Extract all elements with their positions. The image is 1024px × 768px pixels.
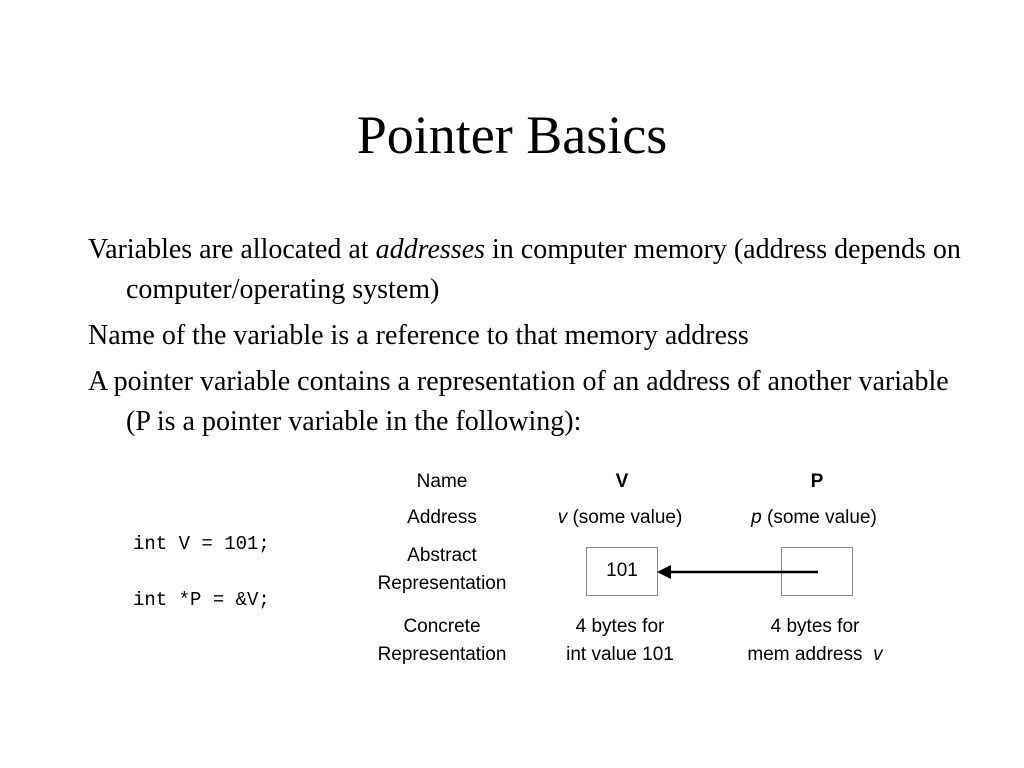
row-label-line: Representation <box>377 573 507 594</box>
row-label-abstract <box>362 542 522 598</box>
memory-box-value: 101 <box>606 560 638 581</box>
bullet-text: in computer memory (address depends on computer/operating system) <box>126 234 961 305</box>
row-label-concrete <box>362 613 522 669</box>
var-v: v <box>557 507 568 528</box>
bullet-list <box>88 230 968 448</box>
bullet-item-name-reference: Name of the variable is a reference to that memory address <box>88 320 749 351</box>
cell-line: 4 bytes for <box>575 616 665 637</box>
cell-line: 4 bytes for <box>770 616 860 637</box>
code-line-int-v: int V = 101; <box>133 533 270 555</box>
col-header-v: V <box>615 471 629 492</box>
code-line-int-pointer: int *P = &V; <box>133 589 270 611</box>
memory-box-v <box>586 547 658 596</box>
bullet-item-pointer-variable: A pointer variable contains a representation of an address of another variable (P is a pointer variable in the following): <box>88 366 949 437</box>
bullet-text: Variables are allocated at <box>88 234 376 265</box>
row-label-address: Address <box>407 507 477 528</box>
left-arrow-icon <box>650 558 825 588</box>
cell-address-p <box>724 504 904 532</box>
bullet-emphasis: addresses <box>375 234 486 265</box>
col-header-name: Name <box>416 471 468 492</box>
col-header-p: P <box>810 471 824 492</box>
cell-text: (some value) <box>567 507 683 528</box>
cell-concrete-p <box>725 613 905 669</box>
row-label-line: Abstract <box>407 545 477 566</box>
slide-title: Pointer Basics <box>356 105 668 165</box>
cell-text: mem address <box>747 644 863 665</box>
cell-line: int value 101 <box>566 644 674 665</box>
var-p: p <box>751 507 762 528</box>
row-label-line: Representation <box>377 644 507 665</box>
bullet-item-addresses <box>88 230 968 310</box>
cell-line <box>725 641 905 669</box>
row-label-line: Concrete <box>403 616 481 637</box>
cell-text: (some value) <box>761 507 877 528</box>
cell-concrete-v <box>540 613 700 669</box>
cell-address-v <box>530 504 710 532</box>
var-v: v <box>873 644 883 665</box>
